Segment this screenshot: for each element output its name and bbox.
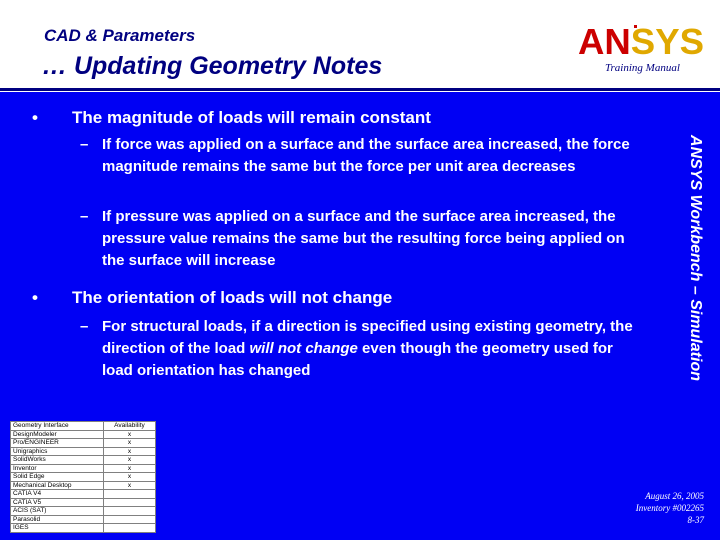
bullet-dot-icon: •: [32, 288, 38, 307]
footer-page-number: 8-37: [687, 515, 704, 525]
table-row: IGES: [11, 524, 156, 533]
slide-footer: [636, 490, 704, 526]
ansys-logo: [576, 20, 708, 62]
svg-text:ANSYS: ANSYS: [578, 21, 703, 62]
sub-bullet-text: For structural loads, if a direction is specified using existing geometry, the direction of the load will not change even though the geometry used for load orientation has changed: [102, 318, 633, 379]
table-header: Geometry Interface: [11, 422, 104, 431]
side-product-label: ANSYS Workbench – Simulation: [687, 135, 704, 381]
emphasis-text: will not change: [249, 340, 358, 357]
table-header-row: [11, 422, 156, 431]
bullet-text: The orientation of loads will not change: [72, 288, 393, 307]
footer-date: August 26, 2005: [645, 491, 704, 501]
table-row: CATIA V4: [11, 490, 156, 499]
table-row: SolidWorks x: [11, 456, 156, 465]
sub-bullet-structural: [80, 316, 640, 382]
sub-bullet-pressure: [80, 206, 640, 272]
table-row: Parasolid: [11, 515, 156, 524]
dash-icon: –: [80, 136, 89, 153]
footer-inventory: Inventory #002265: [635, 503, 704, 513]
header-title-topic: … Updating Geometry Notes: [42, 52, 383, 80]
table-row: Unigraphics x: [11, 447, 156, 456]
table-row: ACIS (SAT): [11, 507, 156, 516]
table-row: Mechanical Desktop x: [11, 481, 156, 490]
table-row: DesignModeler x: [11, 430, 156, 439]
table-row: Solid Edge x: [11, 473, 156, 482]
header-title-section: CAD & Parameters: [44, 26, 196, 45]
table-row: CATIA V5: [11, 498, 156, 507]
sub-bullet-force: [80, 134, 640, 178]
dash-icon: –: [80, 208, 89, 225]
sub-bullet-text: If force was applied on a surface and the surface area increased, the force magnitude remains the same but the force per unit area decreases: [102, 136, 630, 175]
bullet-text: The magnitude of loads will remain constant: [72, 108, 431, 127]
header-divider: [0, 88, 720, 91]
geometry-interface-table: [10, 421, 156, 533]
table-header: Availability: [103, 422, 155, 431]
training-manual-label: Training Manual: [605, 62, 680, 74]
table-row: Inventor x: [11, 464, 156, 473]
bullet-dot-icon: •: [32, 108, 38, 127]
sub-bullet-text: If pressure was applied on a surface and the surface area increased, the pressure value remains the same but the resulting force being applied on the surface will increase: [102, 208, 625, 269]
table-row: Pro/ENGINEER x: [11, 439, 156, 448]
dash-icon: –: [80, 318, 89, 335]
slide-header: [0, 0, 720, 92]
